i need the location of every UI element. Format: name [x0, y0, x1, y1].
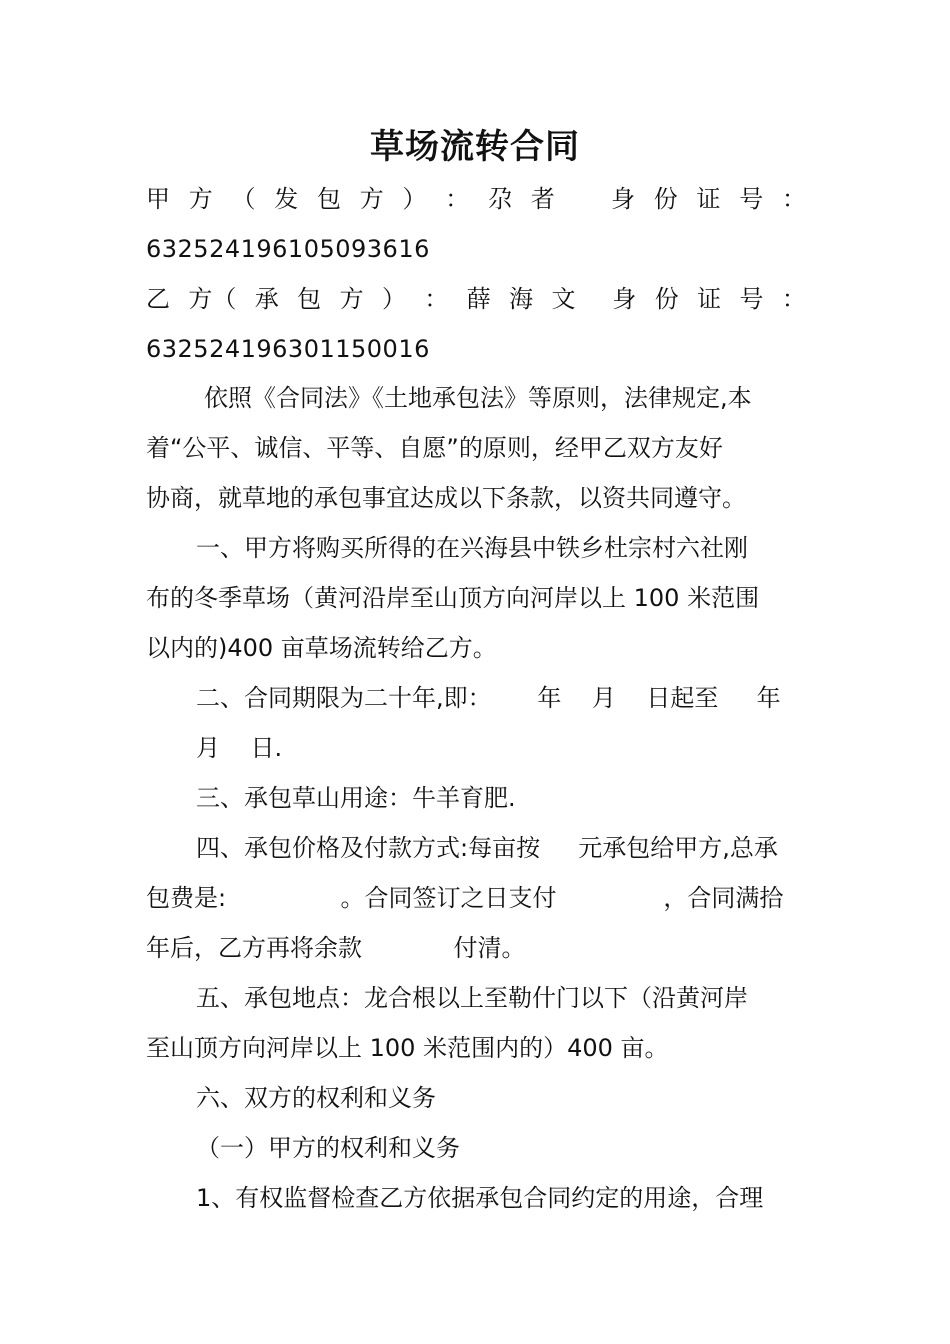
- clause-6-heading: 六、双方的权利和义务: [196, 1084, 436, 1112]
- party-a-char: ）: [402, 185, 427, 213]
- clause-4-line: 包费是: 。合同签订之日支付 ，合同满拾: [146, 884, 784, 912]
- party-a-char: ：: [445, 185, 470, 213]
- clause-1-line: 以内的)400 亩草场流转给乙方。: [146, 634, 497, 662]
- party-b-char: 海: [509, 285, 534, 313]
- clause-1-line: 一、甲方将购买所得的在兴海县中铁乡杜宗村六社刚: [196, 534, 748, 562]
- clause-3-line: 三、承包草山用途：牛羊育肥.: [196, 784, 516, 812]
- party-b-char: 方（: [188, 285, 237, 313]
- party-a-char: 份: [653, 185, 678, 213]
- party-b-char: 承: [254, 285, 279, 313]
- party-a-char: 方: [359, 185, 384, 213]
- party-a-char: 号: [739, 185, 764, 213]
- party-b-char: 薛: [466, 285, 491, 313]
- clause-2-line: 月 日.: [196, 734, 283, 762]
- clause-1-line: 布的冬季草场（黄河沿岸至山顶方向河岸以上 100 米范围: [146, 584, 760, 612]
- party-b-char: 号: [739, 285, 764, 313]
- party-a-char: 甲: [146, 185, 170, 213]
- party-b-id-number: 632524196301150016: [146, 335, 430, 363]
- party-b-char: 文: [551, 285, 576, 313]
- party-b-char: 身: [612, 285, 637, 313]
- party-a-char: 包: [317, 185, 341, 213]
- party-a-char: 方: [188, 185, 213, 213]
- party-b-char: ：: [424, 285, 449, 313]
- party-a-char: 尕: [488, 185, 512, 213]
- party-b-line: [146, 279, 806, 319]
- party-a-char: 发: [274, 185, 299, 213]
- party-a-char: ：: [782, 185, 806, 213]
- preamble-line: 依照《合同法》《土地承包法》等原则，法律规定,本: [204, 384, 752, 412]
- party-a-line: [146, 179, 806, 219]
- clause-4-line: 四、承包价格及付款方式:每亩按 元承包给甲方,总承: [196, 834, 778, 862]
- clause-6-subheading: （一）甲方的权利和义务: [196, 1134, 460, 1162]
- clause-2-line: 二、合同期限为二十年,即： 年 月 日起至 年: [196, 684, 781, 712]
- preamble-line: 着“公平、诚信、平等、自愿”的原则，经甲乙双方友好: [146, 434, 723, 462]
- party-b-char: 包: [297, 285, 322, 313]
- clause-6-item-1: 1、有权监督检查乙方依据承包合同约定的用途，合理: [196, 1184, 764, 1212]
- party-a-char: 者: [530, 185, 555, 213]
- party-a-char: （: [231, 185, 256, 213]
- party-b-char: 证: [697, 285, 722, 313]
- clause-5-line: 至山顶方向河岸以上 100 米范围内的）400 亩。: [146, 1034, 669, 1062]
- party-b-char: 份: [654, 285, 679, 313]
- party-b-char: ）: [381, 285, 406, 313]
- preamble-line: 协商，就草地的承包事宜达成以下条款，以资共同遵守。: [146, 484, 746, 512]
- party-a-id-number: 632524196105093616: [146, 235, 430, 263]
- party-a-char: 证: [696, 185, 721, 213]
- clause-4-line: 年后，乙方再将余款 付清。: [146, 934, 526, 962]
- party-b-char: 方: [339, 285, 364, 313]
- party-a-char: 身: [611, 185, 635, 213]
- document-title: 草场流转合同: [370, 127, 580, 167]
- clause-5-line: 五、承包地点：龙合根以上至勒什门以下（沿黄河岸: [196, 984, 748, 1012]
- party-b-char: 乙: [146, 285, 170, 313]
- party-b-char: ：: [781, 285, 806, 313]
